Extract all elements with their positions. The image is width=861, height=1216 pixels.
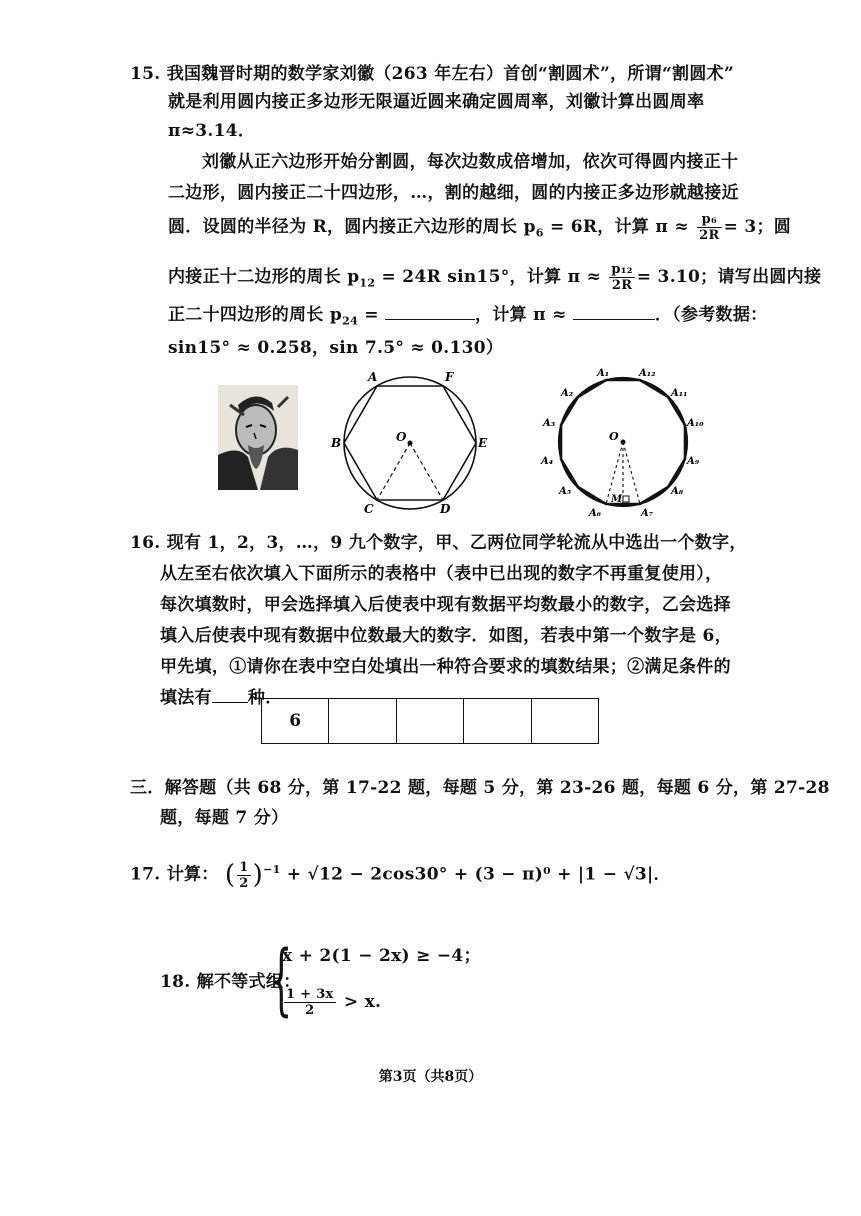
- q15-line-2: 就是利用圆内接正多边形无限逼近圆来确定圆周率，刘徽计算出圆周率: [168, 92, 705, 112]
- liu-hui-portrait: [218, 385, 298, 490]
- q15-line-4: 刘徽从正六边形开始分割圆，每次边数成倍增加，依次可得圆内接正十: [202, 152, 739, 172]
- q17-line: 17. 计算： ( $\frac{1}{2}$ )$^{-1}$ + √12 − 2cos30° + (3 − π)⁰ + |1 − √3|．: [130, 859, 671, 891]
- inscribed-dodecagon-figure: [537, 360, 709, 520]
- q18-inequality-2: $\frac{1 + 3x}{2}$ > x.: [286, 987, 382, 1018]
- table-cell: 6: [262, 699, 329, 743]
- section-3-heading-line-1: 三．解答题（共 68 分，第 17-22 题，每题 5 分，第 23-26 题，每题 6 分，第 27-28: [130, 778, 830, 798]
- label-a11: A₁₁: [671, 388, 688, 399]
- q16-line-1: 16. 现有 1，2，3，…，9 九个数字，甲、乙两位同学轮流从中选出一个数字，: [130, 533, 747, 553]
- q15-line-9: sin15° ≈ 0.258，sin 7.5° ≈ 0.130）: [168, 338, 504, 358]
- table-cell[interactable]: [464, 699, 531, 743]
- label-d: D: [440, 502, 451, 515]
- label-a9: A₉: [687, 456, 700, 467]
- answer-blank-p24[interactable]: [385, 303, 475, 320]
- label-b: B: [331, 436, 342, 450]
- label-o: O: [396, 430, 407, 444]
- q16-line-2: 从左至右依次填入下面所示的表格中（表中已出现的数字不再重复使用），: [160, 564, 723, 584]
- fraction-p6-over-2r: $\frac{\text{p₆}}{2R}$: [699, 212, 720, 243]
- q15-line-1: 15. 我国魏晋时期的数学家刘徽（263 年左右）首创“割圆术”，所谓“割圆术”: [130, 64, 735, 84]
- q15-line-6: 圆．设圆的半径为 R，圆内接正六边形的周长 $p_6 = 6R$，计算 π ≈ $\frac{\text{p₆}}{2R}$ = 3；圆: [168, 212, 792, 243]
- answer-blank-count[interactable]: [212, 686, 248, 703]
- q15-line-5: 二边形，圆内接正二十四边形，…，割的越细，圆的内接正多边形就越接近: [168, 183, 739, 203]
- label-c: C: [364, 502, 374, 515]
- label-a: A: [368, 370, 378, 384]
- label-a1: A₁: [597, 368, 610, 379]
- q15-line-3: π≈3.14．: [168, 121, 256, 141]
- label-a6: A₆: [589, 508, 602, 519]
- label-a10: A₁₀: [687, 418, 704, 429]
- page-footer: 第3页（共8页）: [378, 1069, 483, 1085]
- number-table: [261, 698, 599, 744]
- table-cell[interactable]: [329, 699, 396, 743]
- q16-line-4: 填入后使表中现有数据中位数最大的数字．如图，若表中第一个数字是 6，: [160, 626, 732, 646]
- label-m: M: [611, 494, 623, 505]
- q16-line-5: 甲先填，①请你在表中空白处填出一种符合要求的填数结果；②满足条件的: [160, 657, 731, 677]
- answer-blank-pi[interactable]: [573, 303, 655, 320]
- q15-line-8: 正二十四边形的周长 $p_{24}$ = ，计算 π ≈ ．（参考数据：: [168, 305, 768, 328]
- label-a7: A₇: [641, 508, 654, 519]
- q16-line-3: 每次填数时，甲会选择填入后使表中现有数据平均数最小的数字，乙会选择: [160, 595, 731, 615]
- label-a8: A₈: [671, 486, 684, 497]
- label-a5: A₅: [559, 486, 572, 497]
- label-a4: A₄: [541, 456, 554, 467]
- label-e: E: [478, 436, 488, 450]
- inscribed-hexagon-figure: [328, 365, 493, 515]
- label-a3: A₃: [543, 418, 556, 429]
- table-cell[interactable]: [397, 699, 464, 743]
- q15-line-7: 内接正十二边形的周长 $p_{12} = 24R$ sin15°，计算 π ≈ $\frac{\text{p₁₂}}{2R}$ = 3.10；请写出圆内接: [168, 262, 822, 293]
- table-cell[interactable]: [532, 699, 598, 743]
- fraction-1-plus-3x-over-2: $\frac{1 + 3x}{2}$: [286, 987, 334, 1018]
- section-3-heading-line-2: 题，每题 7 分）: [160, 808, 289, 828]
- fraction-one-half: $\frac{1}{2}$: [239, 859, 249, 891]
- label-a2: A₂: [561, 388, 574, 399]
- q16-line-6: 填法有 种．: [160, 688, 283, 708]
- label-f: F: [445, 370, 454, 384]
- label-o: O: [609, 430, 619, 443]
- fraction-p12-over-2r: $\frac{\text{p₁₂}}{2R}$: [611, 262, 633, 293]
- system-brace: {: [270, 935, 293, 1025]
- q18-inequality-1: x + 2(1 − 2x) ≥ −4；: [282, 946, 481, 966]
- label-a12: A₁₂: [639, 368, 656, 379]
- q18-label: 18. 解不等式组：: [160, 972, 301, 992]
